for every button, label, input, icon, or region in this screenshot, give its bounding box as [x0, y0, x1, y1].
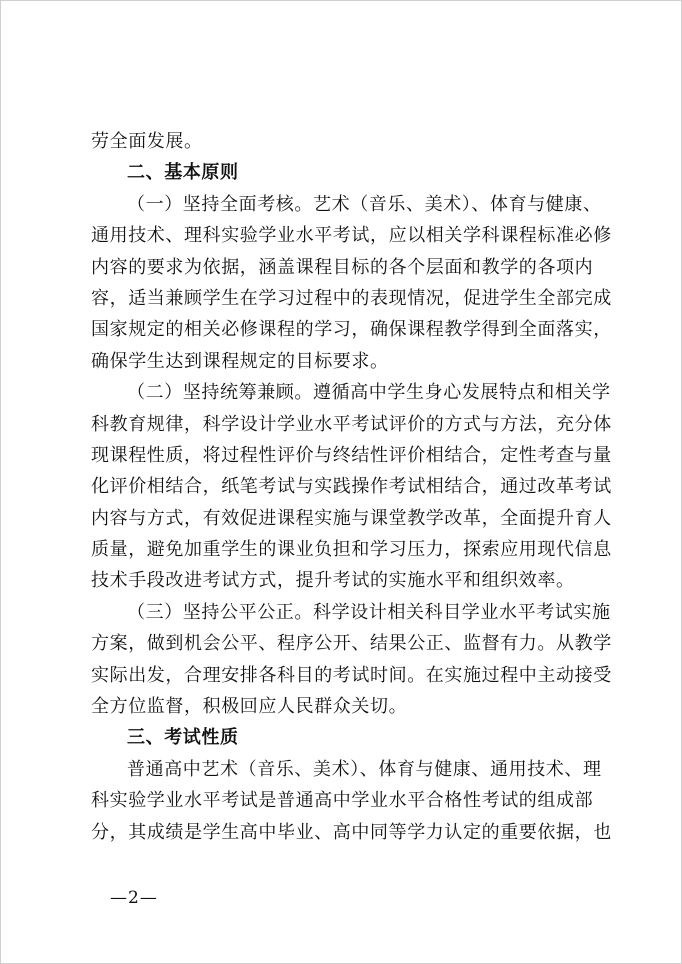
paragraph-line: 普通高中艺术（音乐、美术）、体育与健康、通用技术、理 [127, 758, 602, 780]
paragraph-line: 科教育规律，科学设计学业水平考试评价的方式与方法，充分体 [91, 413, 612, 435]
paragraph-line: 确保学生达到课程规定的目标要求。 [91, 350, 389, 372]
page-number: —2— [110, 888, 158, 908]
paragraph-line: 通用技术、理科实验学业水平考试，应以相关学科课程标准必修 [91, 225, 612, 247]
paragraph-line: 技术手段改进考试方式，提升考试的实施水平和组织效率。 [91, 570, 575, 592]
paragraph-line: （一）坚持全面考核。艺术（音乐、美术）、体育与健康、 [127, 193, 602, 215]
paragraph-line: 全方位监督，积极回应人民群众关切。 [91, 696, 408, 718]
paragraph-line: 科实验学业水平考试是普通高中学业水平合格性考试的组成部 [91, 790, 594, 812]
paragraph-line: 容，适当兼顾学生在学习过程中的表现情况，促进学生全部完成 [91, 287, 612, 309]
paragraph-line: （三）坚持公平公正。科学设计相关科目学业水平考试实施 [127, 601, 611, 623]
paragraph-line: 化评价相结合，纸笔考试与实践操作考试相结合，通过改革考试 [91, 476, 612, 498]
paragraph-line: 分，其成绩是学生高中毕业、高中同等学力认定的重要依据，也 [91, 821, 612, 843]
paragraph-line: 质量，避免加重学生的课业负担和学习压力，探索应用现代信息 [91, 539, 612, 561]
section-heading-principles: 二、基本原则 [127, 162, 239, 184]
paragraph-line: 现课程性质，将过程性评价与终结性评价相结合，定性考查与量 [91, 444, 612, 466]
paragraph-line: （二）坚持统筹兼顾。遵循高中学生身心发展特点和相关学 [127, 382, 611, 404]
paragraph-line: 内容与方式，有效促进课程实施与课堂教学改革，全面提升育人 [91, 507, 612, 529]
document-body [91, 128, 612, 850]
paragraph-line: 劳全面发展。 [91, 131, 203, 152]
section-heading-exam-nature: 三、考试性质 [127, 727, 239, 749]
paragraph-line: 内容的要求为依据，涵盖课程目标的各个层面和教学的各项内 [91, 256, 594, 278]
paragraph-line: 实际出发，合理安排各科目的考试时间。在实施过程中主动接受 [91, 664, 612, 686]
paragraph-line: 方案，做到机会公平、程序公开、结果公正、监督有力。从教学 [91, 633, 612, 655]
paragraph-line: 国家规定的相关必修课程的学习，确保课程教学得到全面落实， [91, 319, 612, 341]
